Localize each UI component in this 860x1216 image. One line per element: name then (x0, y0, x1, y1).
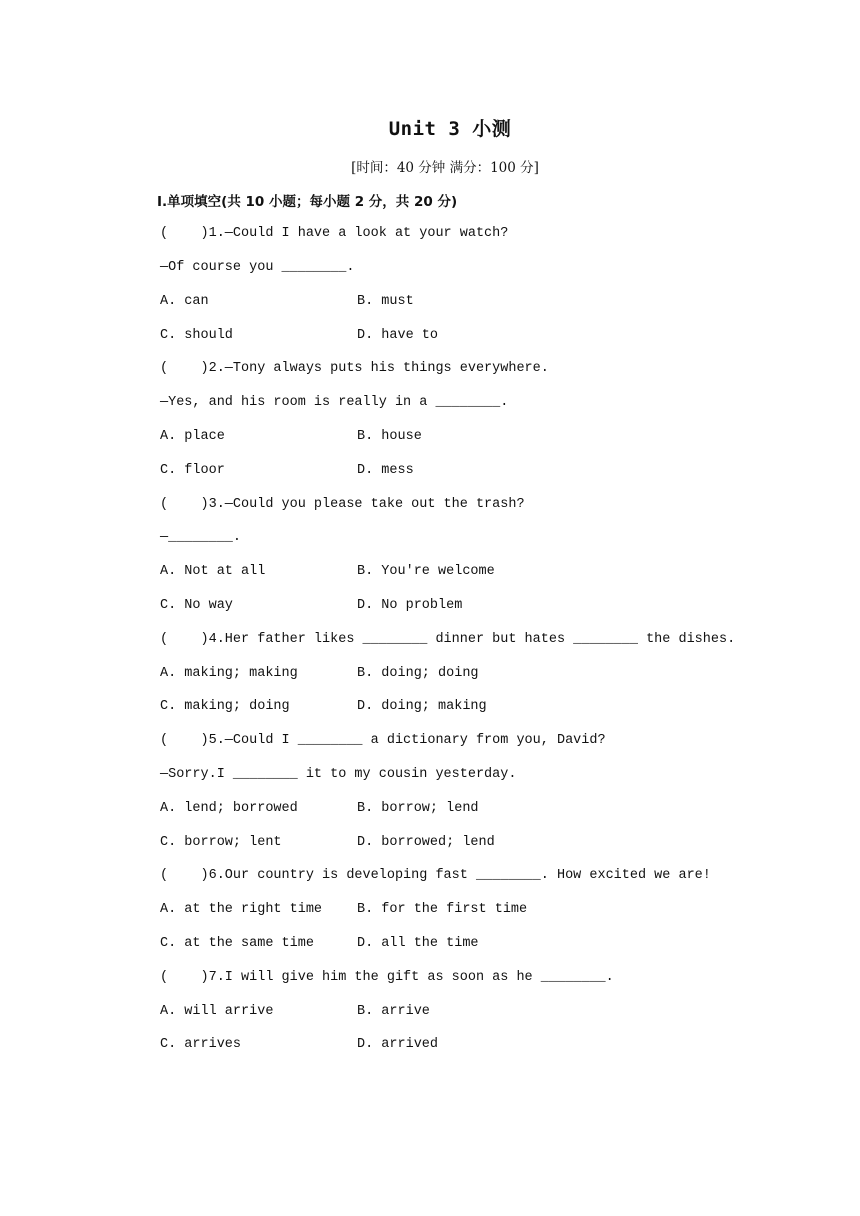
option-d: D. borrowed; lend (357, 835, 495, 850)
option-c: C. at the same time (160, 936, 314, 951)
question-stem: ( )5.—Could I ________ a dictionary from you, David? (160, 733, 606, 748)
option-c: C. arrives (160, 1037, 242, 1052)
exam-meta: [时间：40 分钟 满分：100 分] (351, 160, 539, 176)
option-c: C. No way (160, 598, 233, 613)
option-a: A. can (160, 294, 209, 309)
question-response: —Yes, and his room is really in a ________. (160, 395, 509, 410)
option-c: C. floor (160, 463, 225, 478)
option-d: D. arrived (357, 1037, 439, 1052)
option-b: B. house (357, 429, 422, 444)
option-d: D. No problem (357, 598, 463, 613)
option-a: A. place (160, 429, 225, 444)
option-a: A. at the right time (160, 902, 323, 917)
page-title: Unit 3 小测 (388, 118, 512, 140)
option-a: A. will arrive (160, 1004, 274, 1019)
question-stem: ( )2.—Tony always puts his things everywhere. (160, 361, 549, 376)
question-response: —Of course you ________. (160, 260, 355, 275)
option-b: B. doing; doing (357, 666, 479, 681)
option-c: C. making; doing (160, 699, 290, 714)
option-b: B. arrive (357, 1004, 430, 1019)
question-stem: ( )3.—Could you please take out the trash? (160, 497, 525, 512)
option-d: D. mess (357, 463, 414, 478)
option-a: A. Not at all (160, 564, 266, 579)
option-b: B. You're welcome (357, 564, 495, 579)
question-stem: ( )7.I will give him the gift as soon as he ________. (160, 970, 614, 985)
option-a: A. making; making (160, 666, 298, 681)
option-c: C. borrow; lent (160, 835, 282, 850)
question-stem: ( )6.Our country is developing fast ________. How excited we are! (160, 868, 711, 883)
option-d: D. all the time (357, 936, 479, 951)
option-d: D. doing; making (357, 699, 487, 714)
option-b: B. borrow; lend (357, 801, 479, 816)
option-b: B. must (357, 294, 414, 309)
option-a: A. lend; borrowed (160, 801, 298, 816)
option-c: C. should (160, 328, 233, 343)
option-b: B. for the first time (357, 902, 528, 917)
section-heading: Ⅰ.单项填空(共 10 小题；每小题 2 分，共 20 分) (157, 194, 458, 210)
question-response: —Sorry.I ________ it to my cousin yesterday. (160, 767, 517, 782)
question-stem: ( )4.Her father likes ________ dinner but hates ________ the dishes. (160, 632, 736, 647)
question-response: —________. (160, 530, 242, 545)
question-stem: ( )1.—Could I have a look at your watch? (160, 226, 509, 241)
option-d: D. have to (357, 328, 439, 343)
